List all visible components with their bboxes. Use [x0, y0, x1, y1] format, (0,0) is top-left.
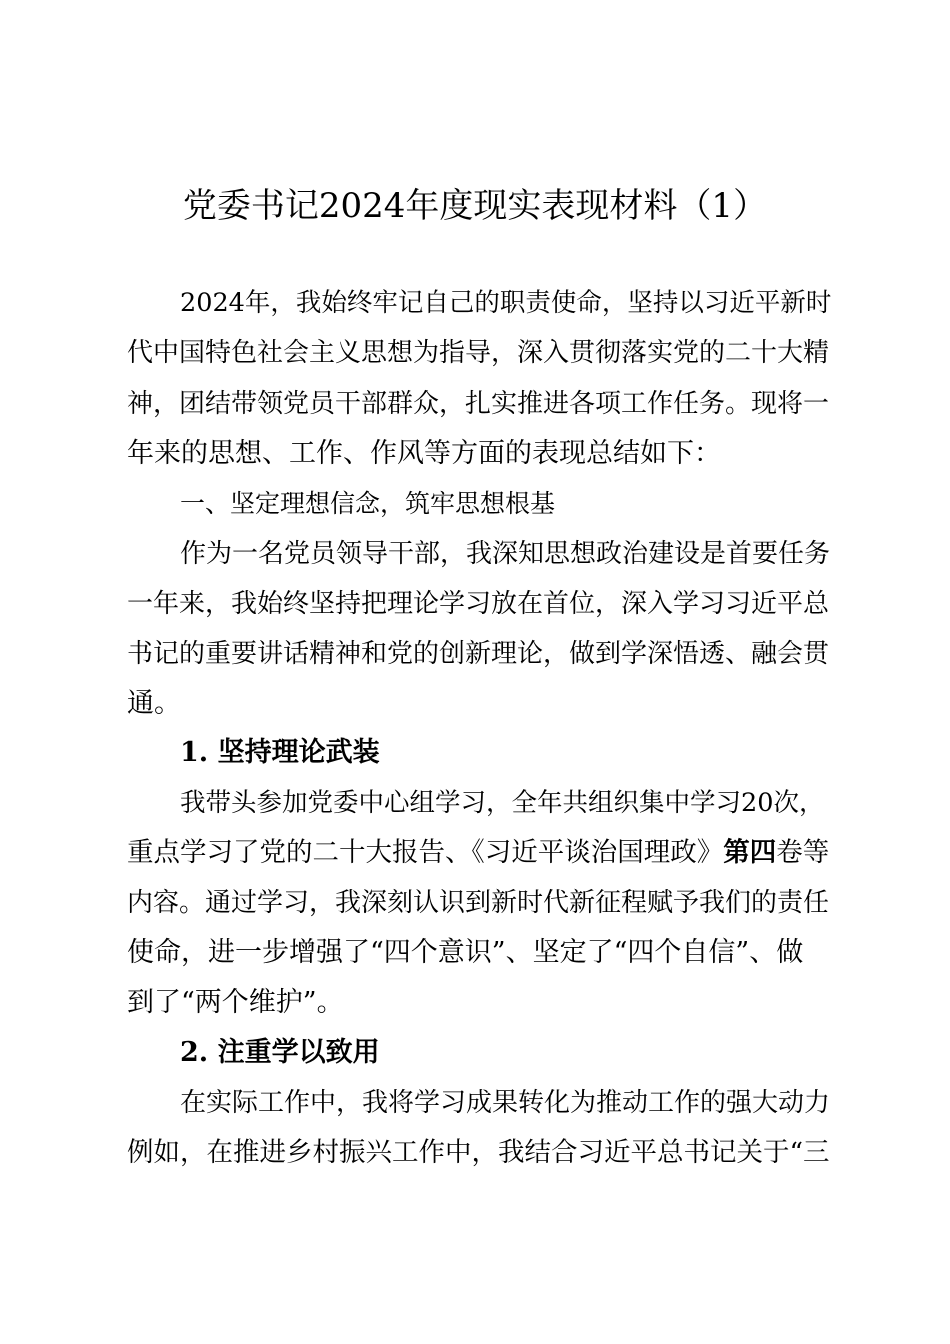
paragraph-line: 到了“两个维护”。 [127, 987, 344, 1018]
paragraph-line: 作为一名党员领导干部，我深知思想政治建设是首要任务 [180, 539, 831, 569]
paragraph-line: 神，团结带领党员干部群众，扎实推进各项工作任务。现将一 [127, 389, 830, 419]
paragraph-line: 在实际工作中，我将学习成果转化为推动工作的强大动力 [180, 1088, 831, 1118]
paragraph-line: 代中国特色社会主义思想为指导，深入贯彻落实党的二十大精 [127, 338, 830, 368]
section-heading-1: 一、坚定理想信念，筑牢思想根基 [180, 489, 556, 518]
paragraph-line: 内容。通过学习，我深刻认识到新时代新征程赋予我们的责任 [127, 888, 830, 918]
paragraph-line: 年来的思想、工作、作风等方面的表现总结如下： [127, 438, 721, 469]
paragraph-text: 重点学习了党的二十大报告、《习近平谈治国理政》 [127, 837, 724, 868]
paragraph-line [127, 833, 829, 873]
paragraph-line: 使命，进一步增强了“四个意识”、坚定了“四个自信”、做 [127, 937, 804, 968]
document-title: 党委书记2024年度现实表现材料（1） [182, 186, 768, 226]
paragraph-line: 通。 [127, 688, 181, 719]
paragraph-text: 卷等 [776, 837, 830, 868]
subsection-heading-2: 2. 注重学以致用 [180, 1037, 380, 1068]
paragraph-line: 例如，在推进乡村振兴工作中，我结合习近平总书记关于“三 [127, 1137, 830, 1168]
subsection-heading-1: 1. 坚持理论武装 [180, 737, 380, 768]
paragraph-line: 2024年，我始终牢记自己的职责使命，坚持以习近平新时 [180, 288, 832, 318]
paragraph-line: 我带头参加党委中心组学习，全年共组织集中学习20次， [180, 788, 825, 818]
paragraph-line: 书记的重要讲话精神和党的创新理论，做到学深悟透、融会贯 [127, 639, 830, 669]
paragraph-line: 一年来，我始终坚持把理论学习放在首位，深入学习习近平总 [127, 589, 830, 619]
bold-emphasis: 第四 [723, 837, 777, 868]
